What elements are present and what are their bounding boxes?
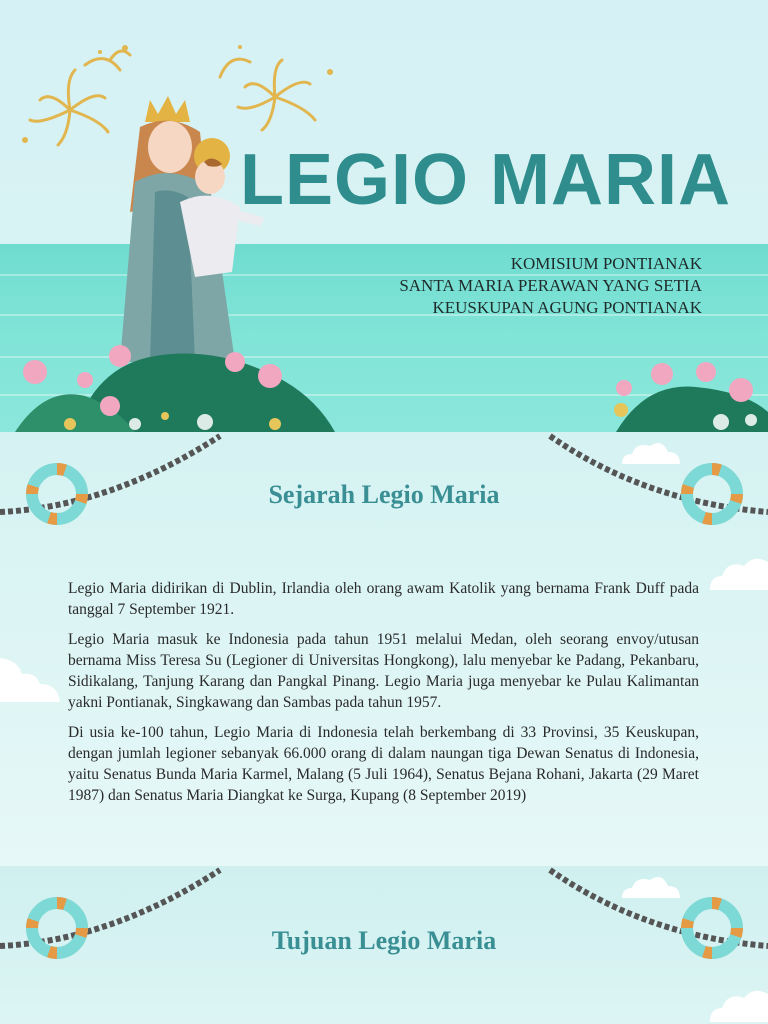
section-tujuan <box>0 866 768 1024</box>
sejarah-body <box>68 578 699 815</box>
subtitle-line: KEUSKUPAN AGUNG PONTIANAK <box>432 298 702 317</box>
subtitle-line: SANTA MARIA PERAWAN YANG SETIA <box>399 276 702 295</box>
cloud-icon <box>706 552 768 592</box>
cloud-icon <box>618 872 684 900</box>
flower-bush-icon <box>596 342 768 432</box>
cloud-icon <box>618 438 684 466</box>
paragraph: Di usia ke-100 tahun, Legio Maria di Indonesia telah berkembang di 33 Provinsi, 35 Keuskupan, dengan jumlah legioner sebanyak 66.000 orang di dalam naungan tiga Dewan Senatus di Indonesia, yaitu Senatus Bunda Maria Karmel, Malang (5 Juli 1964), Senatus Bejana Rohani, Jakarta (29 Maret 1987) dan Senatus Maria Diangkat ke Surga, Kupang (8 September 2019) <box>68 724 699 804</box>
page-title: LEGIO MARIA <box>240 140 731 220</box>
mary-and-child-illustration <box>100 92 270 372</box>
hero-banner <box>0 0 768 432</box>
subtitle-block <box>399 253 702 319</box>
cloud-icon <box>0 654 62 706</box>
flower-bush-icon <box>15 336 345 432</box>
section-heading-tujuan: Tujuan Legio Maria <box>271 926 497 955</box>
section-heading-sejarah: Sejarah Legio Maria <box>268 480 500 509</box>
paragraph: Legio Maria masuk ke Indonesia pada tahun 1951 melalui Medan, oleh seorang envoy/utusan bernama Miss Teresa Su (Legioner di Universitas Hongkong), lalu menyebar ke Padang, Pekanbaru, Sidikalang, Tanjung Karang dan Pangkal Pinang. Legio Maria juga menyebar ke Pulau Kalimantan yakni Pontianak, Singkawang dan Sambas pada tahun 1957. <box>68 631 699 711</box>
subtitle-line: KOMISIUM PONTIANAK <box>510 254 702 273</box>
cloud-icon <box>706 984 768 1024</box>
paragraph: Legio Maria didirikan di Dublin, Irlandia oleh orang awam Katolik yang bernama Frank Duff pada tanggal 7 September 1921. <box>68 580 699 618</box>
section-sejarah <box>0 432 768 866</box>
